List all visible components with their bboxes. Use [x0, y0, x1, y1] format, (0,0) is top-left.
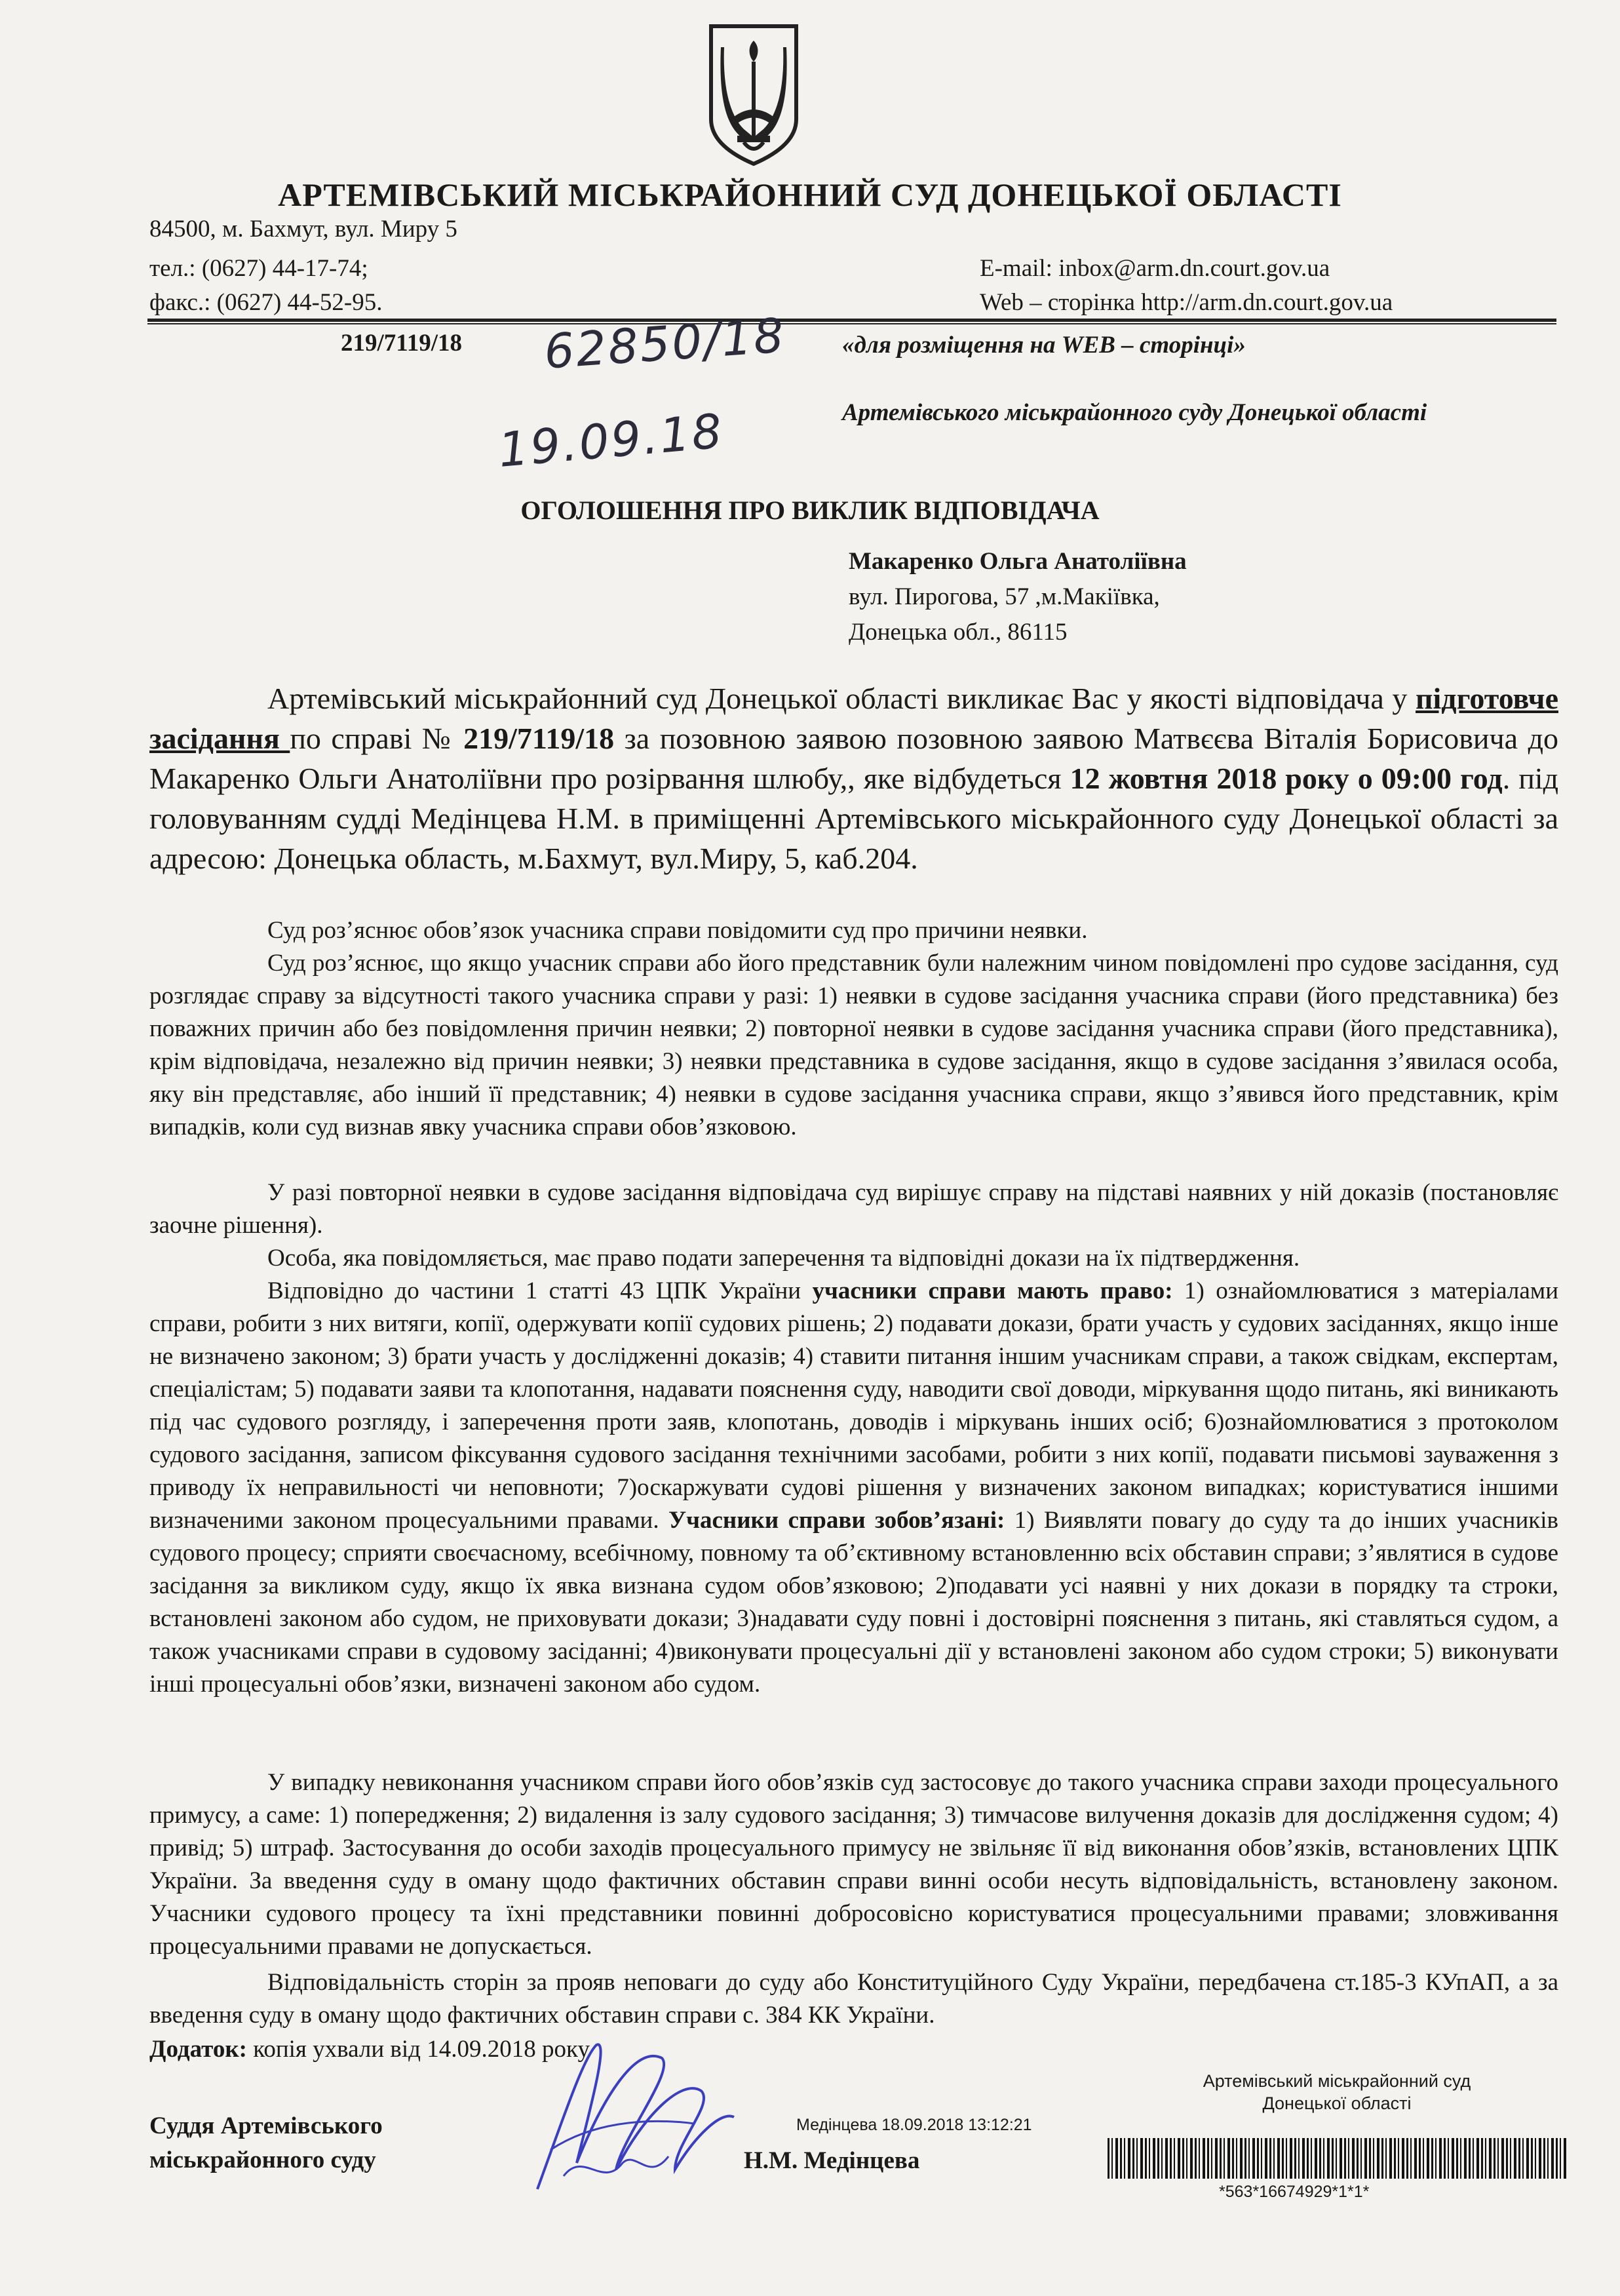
web-note-court: Артемівського міськрайонного суду Донецької області: [842, 399, 1427, 426]
duties-heading: Учасники справи зобов’язані:: [668, 1507, 1005, 1534]
signature-role-line-2: міськрайонного суду: [149, 2147, 376, 2173]
handwritten-reg-number: 62850/18: [542, 307, 788, 379]
signature-role: [149, 2109, 383, 2177]
duties-list: 1) Виявляти повагу до суду та до інших учасників судового процесу; сприяти своєчасному, всебічному, повному та об’єктивному встановленню всіх обставин справи; з’являтися в судове засідання за викликом суду, якщо їх явка визнана судом обов’язковою; 2)подавати усі наявні у них докази в порядку та строки, встановлені законом або судом, не приховувати докази; 3)надавати суду повні і достовірні пояснення з питань, які ставляться судом, а також учасниками справи в судовому засіданні; 4)виконувати процесуальні дії у встановлені законом або судом строки; 5) виконувати інші процесуальні обов’язки, визначені законом або судом.: [149, 1507, 1558, 1698]
duty-paragraph: Суд роз’яснює обов’язок учасника справи повідомити суд про причини неявки.: [267, 917, 1088, 944]
repeat-absence-paragraph: У разі повторної неявки в судове засідання відповідача суд вирішує справу на підставі наявних у ній доказів (постановляє заочне рішення).: [149, 1179, 1558, 1239]
attachment-label: Додаток:: [149, 2036, 247, 2063]
intro-text-2: по справі №: [290, 722, 464, 755]
court-fax: факс.: (0627) 44-52-95.: [149, 289, 383, 316]
addressee-street: вул. Пирогова, 57 ,м.Макіївка,: [849, 583, 1160, 610]
barcode-text: *563*16674929*1*1*: [1219, 2183, 1370, 2201]
intro-text-4: . під головуванням судді Медінцева Н.М. в приміщенні Артемівського міськрайонного суду Донецької області за адресою: Донецька область, м.Бахмут, вул.Миру, 5, каб.204.: [149, 762, 1558, 875]
intro-text-3: за позовною заявою позовною заявою Матвєєва Віталія Борисовича до Макаренко Ольги Анатоліївни про розірвання шлюбу,, яке відбудеться: [149, 722, 1558, 795]
hearing-type: підготовче засідання: [149, 682, 1558, 755]
digital-stamp: [1108, 2070, 1566, 2114]
hearing-datetime: 12 жовтня 2018 року о 09:00 год: [1070, 762, 1503, 795]
rights-list: 1) ознайомлюватися з матеріалами справи, робити з них витяги, копії, одержувати копії судових рішень; 2) подавати докази, брати участь у судових засіданнях, якщо інше не визначено законом; 3) брати участь у дослідженні доказів; 4) ставити питання іншим учасникам справи, а також свідкам, експертам, спеціалістам; 5) подавати заяви та клопотання, надавати пояснення суду, наводити свої доводи, міркування щодо питань, які виникають під час судового розгляду, і заперечення проти заяв, клопотань, доводів і міркувань інших осіб; 6)ознайомлюватися з протоколом судового засідання, записом фіксування судового засідання технічними засобами, робити з них копії, подавати письмові зауваження з приводу їх неправильності чи неповноти; 7)оскаржувати судові рішення у визначених законом випадках; користуватися іншими визначеними законом процесуальними правами.: [149, 1277, 1558, 1534]
trident-icon: [704, 21, 803, 168]
document-title: ОГОЛОШЕННЯ ПРО ВИКЛИК ВІДПОВІДАЧА: [520, 496, 1100, 525]
stamp-signer-time: Медінцева 18.09.2018 13:12:21: [796, 2116, 1032, 2134]
court-title: АРТЕМІВСЬКИЙ МІСЬКРАЙОННИЙ СУД ДОНЕЦЬКОЇ ОБЛАСТІ: [278, 176, 1342, 213]
rights-intro: Відповідно до частини 1 статті 43 ЦПК України: [267, 1277, 813, 1304]
court-address: 84500, м. Бахмут, вул. Миру 5: [149, 216, 457, 243]
court-website: Web – сторінка http://arm.dn.court.gov.ua: [980, 289, 1393, 316]
liability-paragraph: Відповідальність сторін за прояв неповаги до суду або Конституційного Суду України, передбачена ст.185-3 КУпАП, а за введення суду в оману щодо фактичних обставин справи с. 384 КК України.: [149, 1969, 1558, 2029]
rights-paragraph: [149, 1275, 1558, 1701]
barcode: [1108, 2138, 1566, 2179]
absence-paragraph: Суд роз’яснює, що якщо учасник справи або його представник були належним чином повідомлені про судове засідання, суд розглядає справу за відсутності такого учасника справи у разі: 1) неявки в судове засідання учасника справи (його представника) без поважних причин або без повідомлення причин неявки; 2) повторної неявки в судове засідання учасника справи (його представника), крім відповідача, незалежно від причин неявки; 3) неявки представника в судове засідання, якщо в судове засідання з’явилася особа, яку він представляє, або інший її представник; 4) неявки в судове засідання учасника справи, якщо з’явився його представник, крім випадків, коли суд визнав явку учасника справи обов’язковою.: [149, 950, 1558, 1140]
stamp-court-line-2: Донецької області: [1262, 2093, 1412, 2113]
addressee-region: Донецька обл., 86115: [849, 619, 1068, 646]
addressee-block: [849, 544, 1187, 650]
court-phone: тел.: (0627) 44-17-74;: [149, 255, 368, 282]
stamp-court-line-1: Артемівський міськрайонний суд: [1203, 2071, 1471, 2091]
header-rule-thin: [147, 323, 1556, 324]
intro-paragraph: [149, 678, 1558, 878]
intro-case-number: 219/7119/18: [463, 722, 615, 755]
rights-heading: учасники справи мають право:: [812, 1277, 1173, 1304]
case-number: 219/7119/18: [341, 330, 463, 357]
header-rule: [147, 319, 1556, 322]
handwritten-date: 19.09.18: [495, 403, 726, 478]
signature-role-line-1: Суддя Артемівського: [149, 2112, 383, 2139]
coercion-paragraph: У випадку невиконання учасником справи його обов’язків суд застосовує до такого учасника справи заходи процесуального примусу, а саме: 1) попередження; 2) видалення із залу судового засідання; 3) тимчасове вилучення доказів для дослідження судом; 4) привід; 5) штраф. Застосування до особи заходів процесуального примусу не звільняє її від виконання обов’язків, встановлених ЦПК України. За введення суду в оману щодо фактичних обставин справи винні особи несуть відповідальність, встановлену законом. Учасники судового процесу та їхні представники повинні добросовісно користуватися процесуальними правами; зловживання процесуальними правами не допускається.: [149, 1769, 1558, 1960]
intro-text-1: Артемівський міськрайонний суд Донецької області викликає Вас у якості відповідача у: [267, 682, 1416, 715]
signer-name: Н.М. Медінцева: [744, 2147, 920, 2174]
signature-icon: [524, 2019, 741, 2209]
addressee-name: Макаренко Ольга Анатоліївна: [849, 548, 1187, 575]
attachment-text: копія ухвали від 14.09.2018 року: [246, 2036, 590, 2063]
web-note: «для розміщення на WEB – сторінці»: [842, 332, 1246, 359]
court-email: E-mail: inbox@arm.dn.court.gov.ua: [980, 255, 1330, 282]
objection-paragraph: Особа, яка повідомляється, має право подати заперечення та відповідні докази на їх підтвердження.: [267, 1245, 1300, 1272]
